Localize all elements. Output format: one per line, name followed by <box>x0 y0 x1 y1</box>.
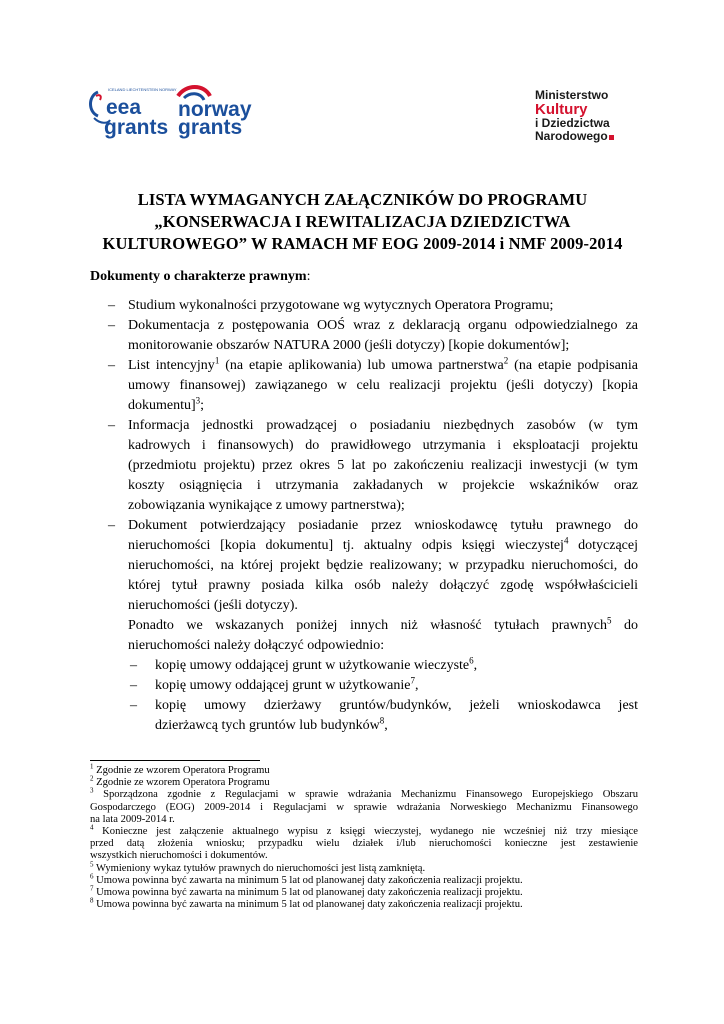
item-text: nieruchomości (jeśli dotyczy). <box>128 598 298 613</box>
footnote-text: Zgodnie ze wzorem Operatora Programu <box>93 777 270 789</box>
item-text: kadrowych i finansowych) do prawidłowego utrzymania i eksploatacji projektu <box>128 438 638 453</box>
footnote-text: przed datą złożenia wniosku; przypadku wielu działek i/lub nieruchomości konieczne jest zestawienie <box>90 838 638 850</box>
footnote-ref: 2 <box>503 355 509 366</box>
ministry-line-4 <box>535 130 635 143</box>
footnote <box>90 860 638 875</box>
item-text <box>155 656 638 676</box>
footnote-ref: 1 <box>214 355 220 366</box>
item-text <box>128 356 638 376</box>
item-text: której tytuł prawny posiada kilka osób należy dołączyć zgodę współwłaścicieli <box>128 578 638 593</box>
footnote-ref: 4 <box>563 535 569 546</box>
section-heading <box>90 269 310 285</box>
title-line-2: „KONSERWACJA I REWITALIZACJA DZIEDZICTWA <box>154 212 571 231</box>
footnote-text: na lata 2009-2014 r. <box>90 813 175 825</box>
list-item <box>90 316 638 356</box>
item-text-part: dotyczącej <box>568 538 638 553</box>
footnote <box>90 896 638 911</box>
footnote-text: Konieczne jest załączenie aktualnego wypisu z księgi wieczystej, wydanego nie wcześniej niż trzy miesiące <box>93 826 638 838</box>
eea-grants-word: grants <box>104 116 169 139</box>
footnote-number: 4 <box>90 823 94 832</box>
dash-bullet: – <box>130 698 137 713</box>
document-body <box>90 296 638 736</box>
dash-bullet: – <box>130 678 137 693</box>
paragraph-part: do <box>611 618 639 633</box>
section-heading-colon: : <box>306 269 311 284</box>
footnote-text: Wymieniony wykaz tytułów prawnych do nieruchomości jest listą zamkniętą. <box>93 862 426 874</box>
footnote-text: Zgodnie ze wzorem Operatora Programu <box>93 765 270 776</box>
list-item <box>90 516 638 616</box>
title-line-1: LISTA WYMAGANYCH ZAŁĄCZNIKÓW DO PROGRAMU <box>137 190 588 209</box>
footnote <box>90 774 638 789</box>
item-text-part: ; <box>200 398 205 413</box>
item-text: nieruchomości, na której projekt będzie realizowany; w przypadku nieruchomości, do <box>128 558 638 573</box>
footnote-text: Umowa powinna być zawarta na minimum 5 lat od planowanej daty zakończenia realizacji projektu. <box>93 874 523 886</box>
sub-list-item <box>90 656 638 676</box>
item-text: umowy finansowej) zawiązanego w celu realizacji projektu (jeśli dotyczy) [kopia <box>128 378 638 393</box>
paragraph <box>90 616 638 636</box>
footnote <box>90 786 638 801</box>
dash-bullet: – <box>108 318 115 333</box>
footnote-text: Umowa powinna być zawarta na minimum 5 lat od planowanej daty zakończenia realizacji projektu. <box>93 887 523 899</box>
ministry-red-dot <box>609 135 614 140</box>
eea-small-text: ICELAND LIECHTENSTEIN NORWAY <box>108 87 177 92</box>
list-item <box>90 296 638 316</box>
footnotes <box>90 762 638 911</box>
item-text: kopię umowy dzierżawy gruntów/budynków, jeżeli wnioskodawca jest <box>155 698 638 713</box>
footnote-number: 8 <box>90 896 94 905</box>
norway-grants-word: grants <box>178 116 243 139</box>
footnote <box>90 762 638 777</box>
dash-bullet: – <box>130 658 137 673</box>
item-text-part: , <box>384 718 388 733</box>
list-item <box>90 416 638 516</box>
item-text: Informacja jednostki prowadzącej o posiadaniu niezbędnych zasobów (w tym <box>128 418 638 433</box>
item-text-part: kopię umowy oddającej grunt w użytkowanie <box>155 678 411 693</box>
item-text-part: , <box>473 658 478 673</box>
ministry-line-2: Kultury <box>535 101 588 118</box>
item-text-part: dzierżawcą tych gruntów lub budynków <box>155 718 380 733</box>
item-text-part: List intencyjny <box>128 358 215 373</box>
dash-bullet: – <box>108 518 115 533</box>
footnote-number: 3 <box>90 786 94 795</box>
footnote-ref: 3 <box>195 395 201 406</box>
dash-bullet: – <box>108 418 115 433</box>
list-item <box>90 356 638 416</box>
item-text-part: nieruchomości [kopia dokumentu] tj. aktualny odpis księgi wieczystej <box>128 538 564 553</box>
paragraph-part: Ponadto we wskazanych poniżej innych niż własność tytułach prawnych <box>128 618 607 633</box>
footnote-text: Sporządzona zgodnie z Regulacjami w sprawie wdrażania Mechanizmu Finansowego Europejskiego Obszaru <box>93 789 638 801</box>
eea-word: eea <box>106 96 142 119</box>
item-text <box>128 536 638 556</box>
footnote-number: 6 <box>90 872 94 881</box>
footnote <box>90 823 638 838</box>
paragraph: nieruchomości należy dołączyć odpowiednio: <box>128 638 385 653</box>
ministry-line-4-text: Narodowego <box>535 129 608 143</box>
footnote-number: 1 <box>90 762 94 771</box>
footnote-text: Gospodarczego (EOG) 2009-2014 i Regulacjami w sprawie wdrażania Norweskiego Mechanizmu Finansowego <box>90 801 638 813</box>
eea-norway-grants-logo <box>86 82 256 142</box>
footnote-ref: 6 <box>469 655 474 666</box>
item-text-part: , <box>414 678 419 693</box>
ministry-line-1: Ministerstwo <box>535 88 609 102</box>
item-text: (przedmiotu projektu) przez okres 5 lat po zakończeniu realizacji inwestycji (w tym <box>128 458 638 473</box>
item-text: Dokumentacja z postępowania OOŚ wraz z deklaracją organu odpowiedzialnego za <box>128 318 638 333</box>
section-heading-text: Dokumenty o charakterze prawnym <box>90 269 307 284</box>
footnote-number: 7 <box>90 884 94 893</box>
item-text <box>155 676 638 696</box>
item-text <box>128 396 638 416</box>
sub-list-item <box>90 676 638 696</box>
footnote-ref: 8 <box>379 715 385 726</box>
item-text: Dokument potwierdzający posiadanie przez wnioskodawcę tytułu prawnego do <box>128 518 638 533</box>
item-text-part: (na etapie aplikowania) lub umowa partnerstwa <box>219 358 504 373</box>
footnote <box>90 872 638 887</box>
footnote-ref: 7 <box>410 675 415 686</box>
footnote-number: 5 <box>90 860 94 869</box>
ministry-line-3: i Dziedzictwa <box>535 116 610 130</box>
item-text: monitorowanie obszarów NATURA 2000 (jeśli dotyczy) [kopie dokumentów]; <box>128 338 570 353</box>
footnote-number: 2 <box>90 774 94 783</box>
title-line-3: KULTUROWEGO” W RAMACH MF EOG 2009-2014 i NMF 2009-2014 <box>102 234 623 253</box>
item-text <box>155 716 638 736</box>
item-text-part: dokumentu] <box>128 398 196 413</box>
footnote-separator <box>90 760 260 761</box>
dash-bullet: – <box>108 298 115 313</box>
item-text: koszty osiągnięcia i utrzymania zakładanych w projekcie wskaźników oraz <box>128 478 638 493</box>
item-text: zobowiązania wynikające z umowy partnerstwa); <box>128 498 405 513</box>
footnote-text: wszystkich nieruchomości i dokumentów. <box>90 850 268 862</box>
footnote-ref: 5 <box>606 615 612 626</box>
page-title <box>90 189 635 255</box>
ministry-logo <box>535 89 635 149</box>
sub-list-item <box>90 696 638 736</box>
item-text-part: (na etapie podpisania <box>508 358 638 373</box>
norway-word: norway <box>178 98 252 121</box>
dash-bullet: – <box>108 358 115 373</box>
item-text: Studium wykonalności przygotowane wg wytycznych Operatora Programu; <box>128 298 554 313</box>
item-text-part: kopię umowy oddającej grunt w użytkowanie wieczyste <box>155 658 470 673</box>
footnote <box>90 884 638 899</box>
footnote-text: Umowa powinna być zawarta na minimum 5 lat od planowanej daty zakończenia realizacji projektu. <box>93 899 523 911</box>
